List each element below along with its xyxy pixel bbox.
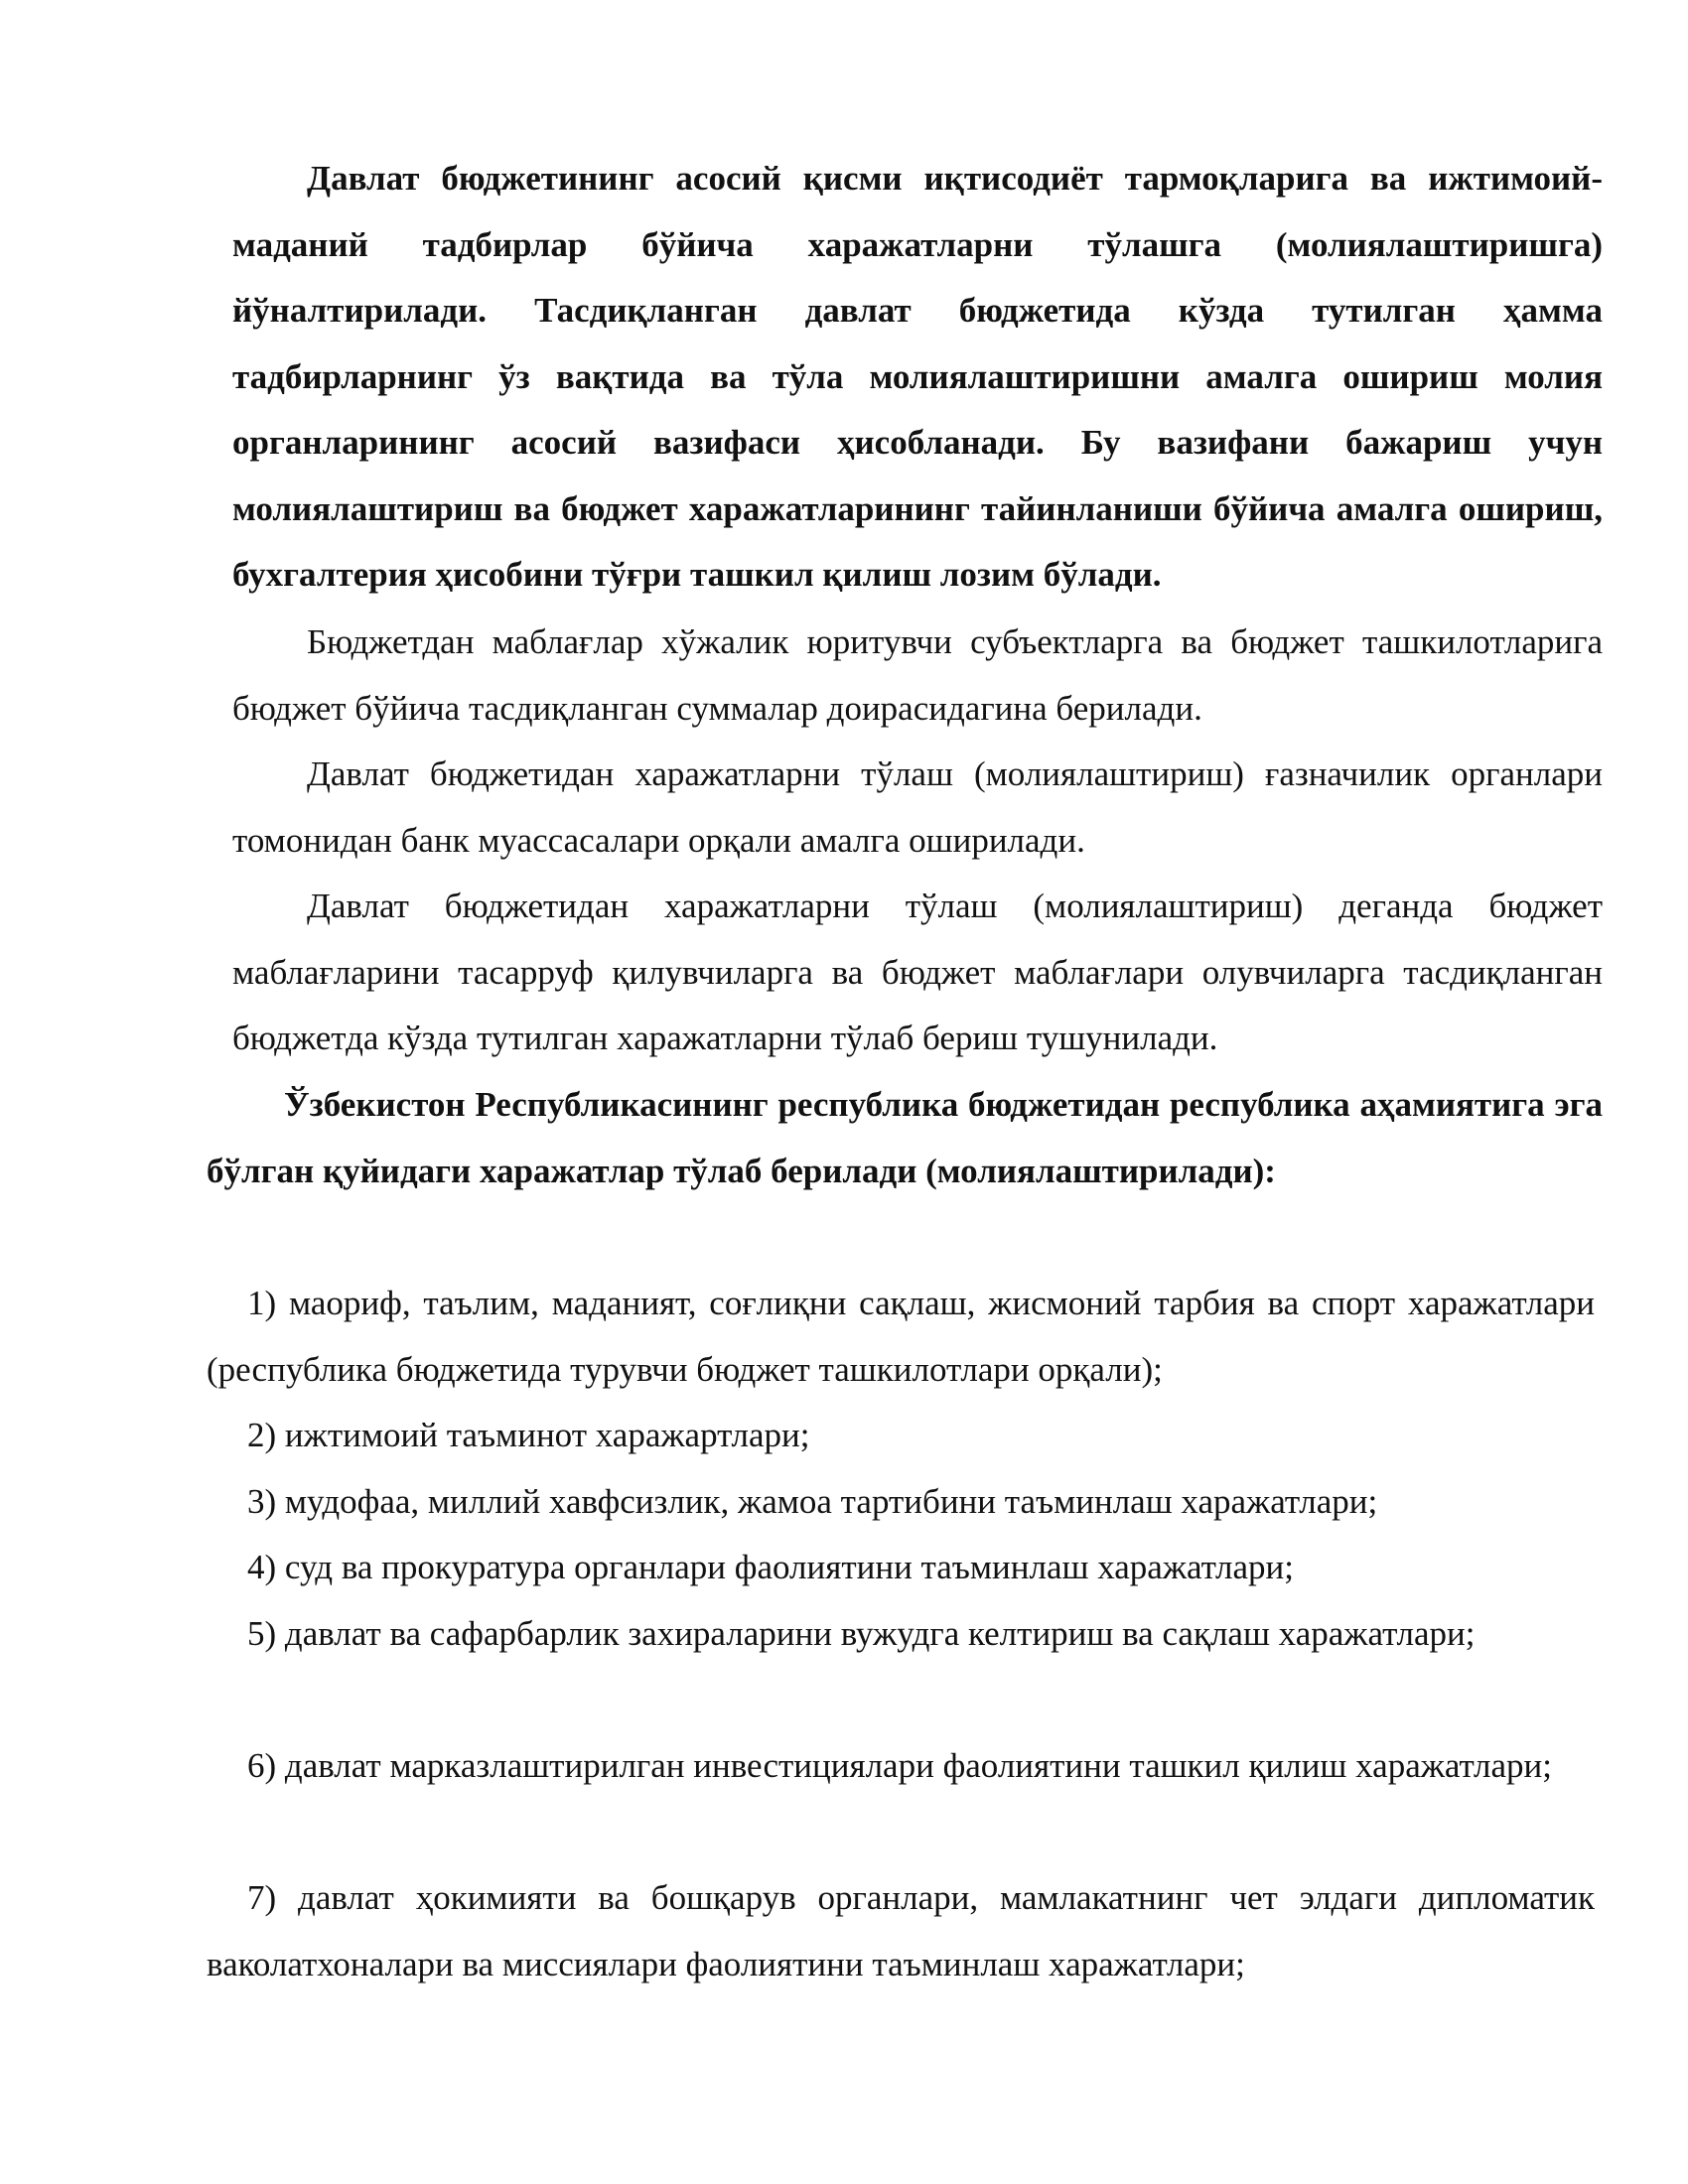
list-item-courts: 4) суд ва прокуратура органлари фаолиятини таъминлаш харажатлари;	[247, 1548, 1295, 1586]
list-item-social-security: 2) ижтимоий таъминот харажартлари;	[247, 1416, 810, 1454]
list-item-education: 1) маориф, таълим, маданият, соғлиқни сақлаш, жисмоний тарбия ва спорт харажатлари (республика бюджетида турувчи бюджет ташкилотлари орқали);	[207, 1284, 1595, 1389]
list-item-reserves: 5) давлат ва сафарбарлик захираларини вужудга келтириш ва сақлаш харажатлари;	[247, 1614, 1476, 1653]
paragraph-payment-definition: Давлат бюджетидан харажатларни тўлаш (молиялаштириш) деганда бюджет маблағларини тасарруф қилувчиларга ва бюджет маблағлари олувчиларга тасдиқланган бюджетда кўзда тутилган харажатларни тўлаб бериш тушунилади.	[232, 887, 1603, 1057]
paragraph-treasury-payment: Давлат бюджетидан харажатларни тўлаш (молиялаштириш) ғазначилик органлари томонидан банк муассасалари орқали амалга оширилади.	[232, 754, 1603, 860]
paragraph-republic-expenses-heading: Ўзбекистон Республикасининг республика бюджетидан республика аҳамиятига эга бўлган қуйидаги харажатлар тўлаб берилади (молиялаштирилади):	[207, 1085, 1603, 1190]
paragraph-budget-allocation: Бюджетдан маблағлар хўжалик юритувчи субъектларга ва бюджет ташкилотларига бюджет бўйича тасдиқланган суммалар доирасидагина берилади.	[232, 622, 1603, 728]
list-item-government-bodies: 7) давлат ҳокимияти ва бошқарув органлари, мамлакатнинг чет элдаги дипломатик ваколатхоналари ва миссиялари фаолиятини таъминлаш харажатлари;	[207, 1878, 1595, 1983]
paragraph-budget-purpose: Давлат бюджетининг асосий қисми иқтисодиёт тармоқларига ва ижтимоий-маданий тадбирлар бўйича харажатларни тўлашга (молиялаштиришга) йўналтирилади. Тасдиқланган давлат бюджетида кўзда тутилган ҳамма тадбирларнинг ўз вақтида ва тўла молиялаштиришни амалга ошириш молия органларининг асосий вазифаси ҳисобланади. Бу вазифани бажариш учун молиялаштириш ва бюджет харажатларининг тайинланиши бўйича амалга ошириш, бухгалтерия ҳисобини тўғри ташкил қилиш лозим бўлади.	[232, 159, 1603, 594]
list-item-investments: 6) давлат марказлаштирилган инвестициялари фаолиятини ташкил қилиш харажатлари;	[247, 1746, 1552, 1785]
list-item-defense: 3) мудофаа, миллий хавфсизлик, жамоа тартибини таъминлаш харажатлари;	[247, 1482, 1378, 1521]
